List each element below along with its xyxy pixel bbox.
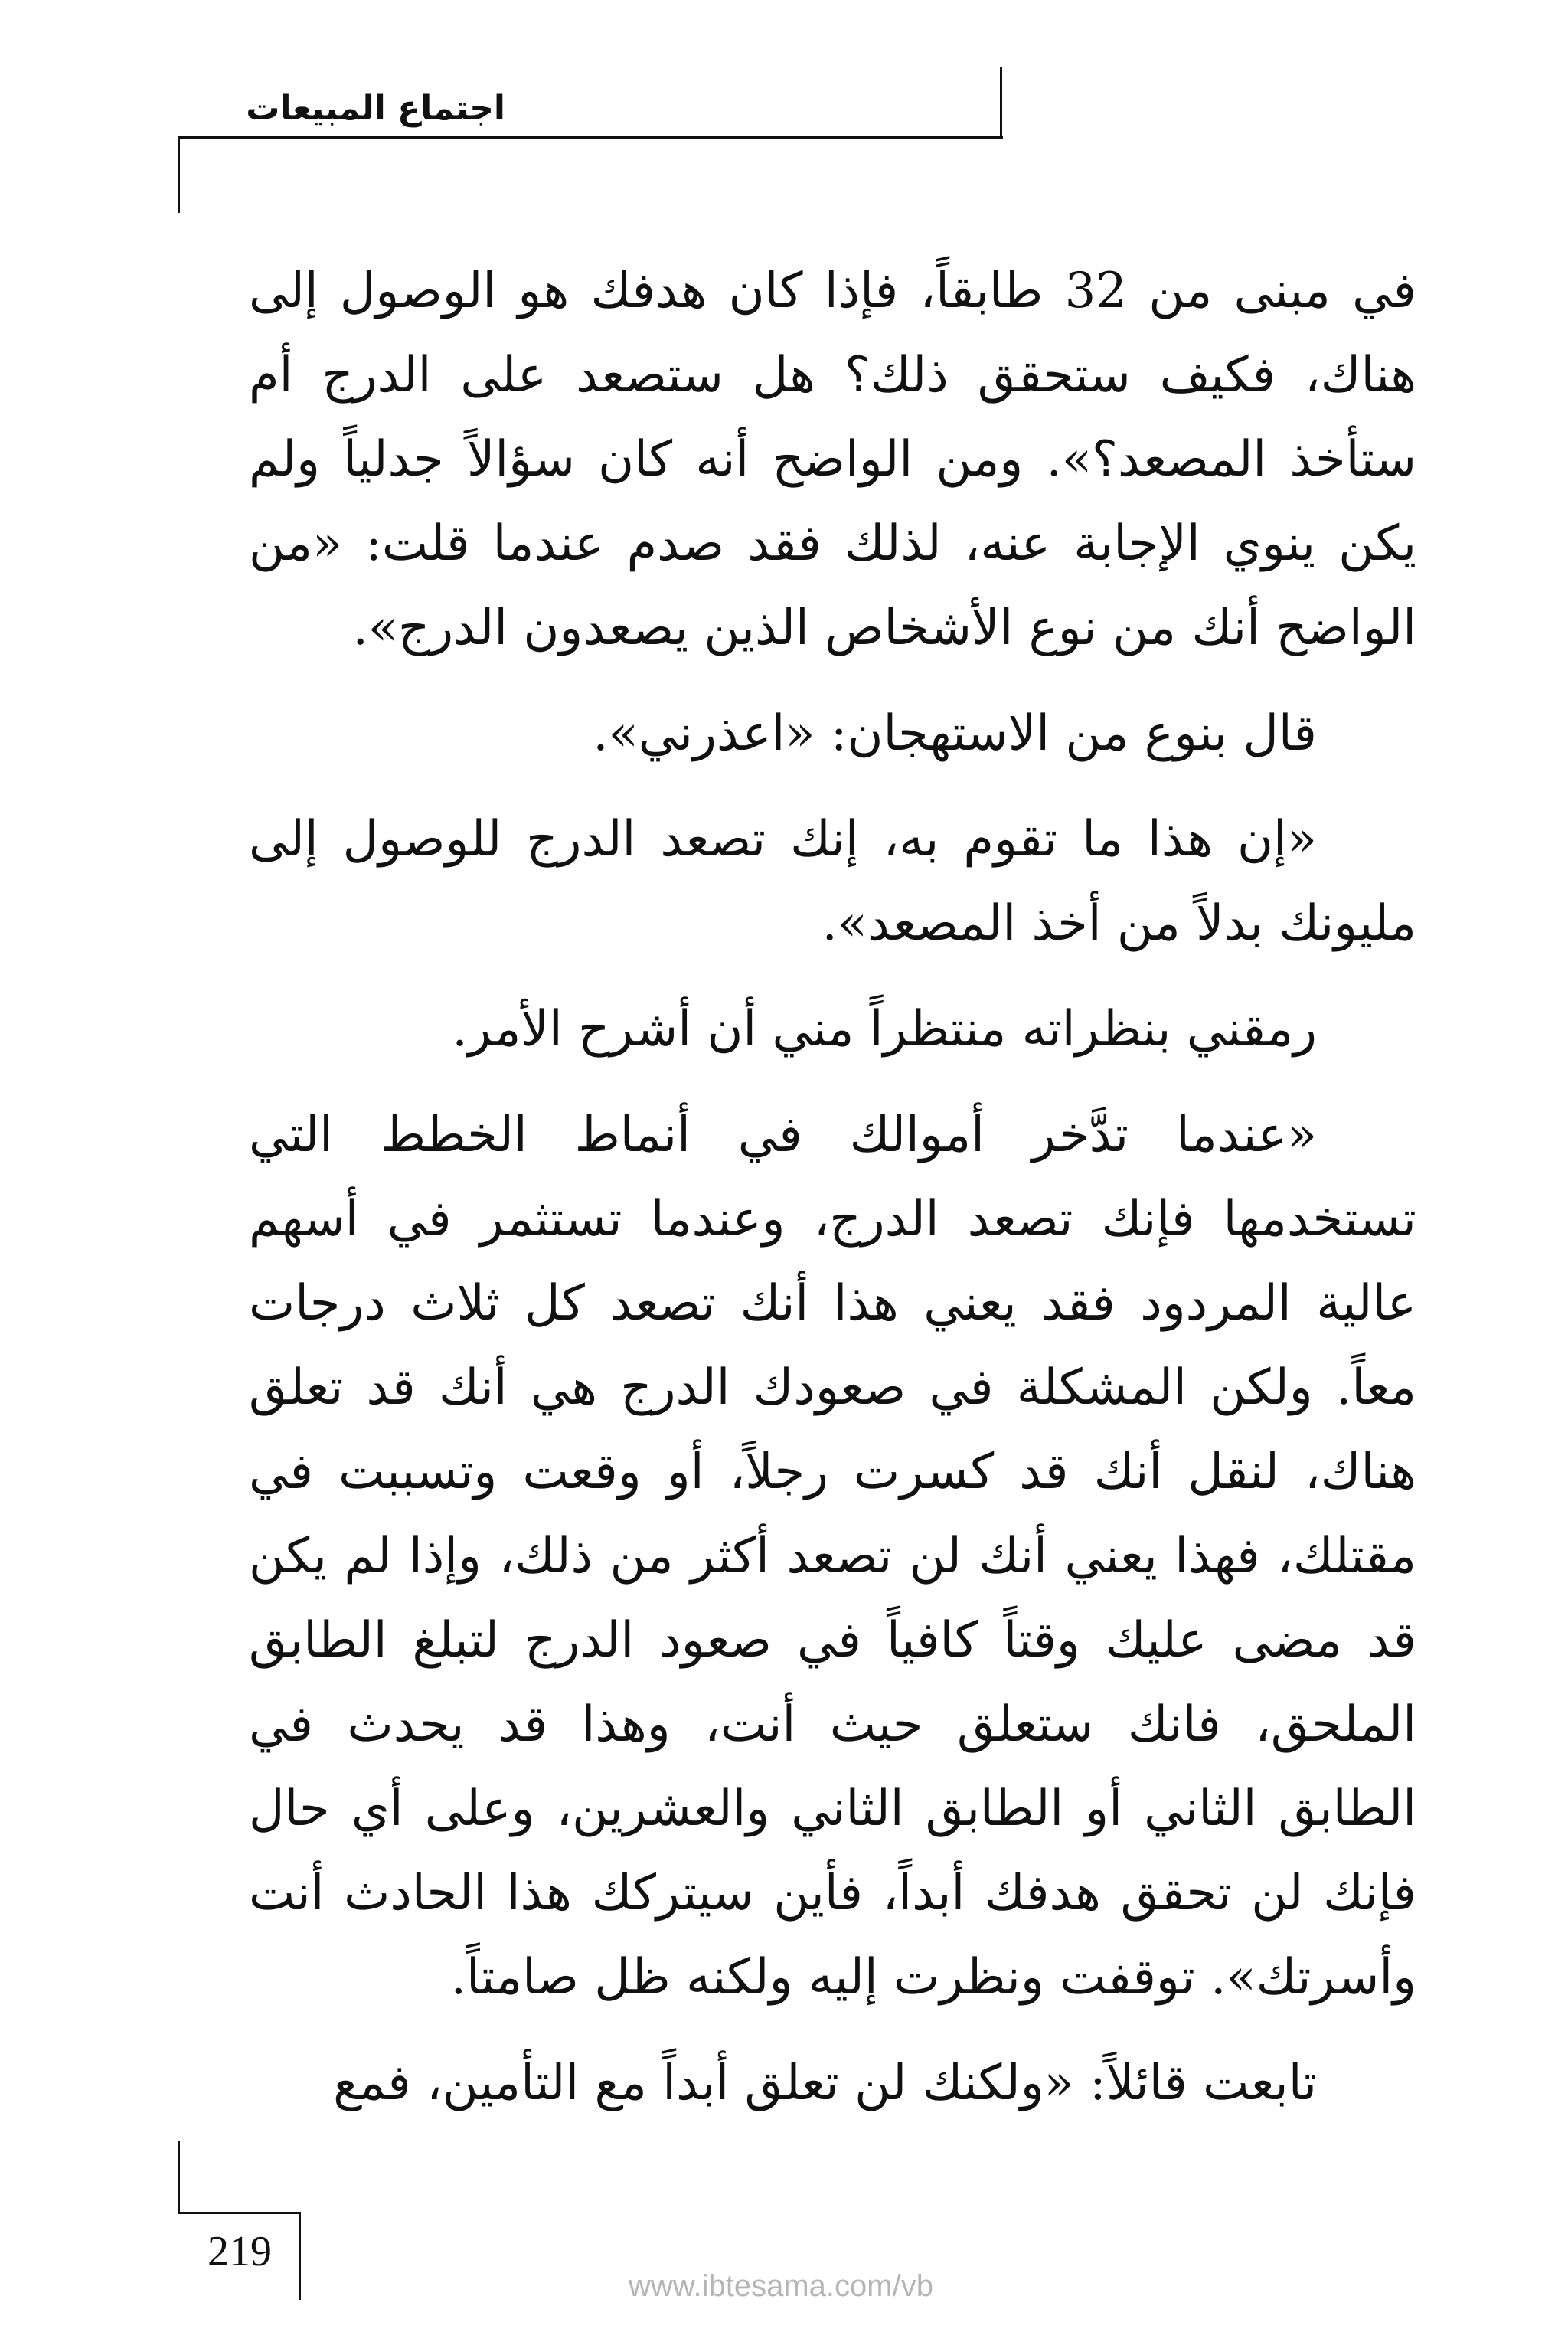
- paragraph-1: في مبنى من 32 طابقاً، فإذا كان هدفك هو الوصول إلى هناك، فكيف ستحقق ذلك؟ هل ستصعد على الدرج أم ستأخذ المصعد؟». ومن الواضح أنه كان سؤالاً جدلياً ولم يكن ينوي الإجابة عنه، لذلك فقد صدم عندما قلت: «من الواضح أنك من نوع الأشخاص الذين يصعدون الدرج».: [249, 263, 1417, 656]
- header-rule-vertical-right: [1000, 67, 1002, 138]
- paragraph-6: تابعت قائلاً: «ولكنك لن تعلق أبداً مع التأمين، فمع: [333, 2055, 1317, 2111]
- footer-rule-vertical-left: [178, 2141, 180, 2213]
- page-number: 219: [207, 2228, 272, 2275]
- paragraph-5: «عندما تدَّخر أموالك في أنماط الخطط التي تستخدمها فإنك تصعد الدرج، وعندما تستثمر في أسهم عالية المردود فقد يعني هذا أنك تصعد كل ثلاث درجات معاً. ولكن المشكلة في صعودك الدرج هي أنك قد تعلق هناك، لنقل أنك قد كسرت رجلاً، أو وقعت وتسببت في مقتلك، فهذا يعني أنك لن تصعد أكثر من ذلك، وإذا لم يكن قد مضى عليك وقتاً كافياً في صعود الدرج لتبلغ الطابق الملحق، فانك ستعلق حيث أنت، وهذا قد يحدث في الطابق الثاني أو الطابق الثاني والعشرين، وعلى أي حال فإنك لن تحقق هدفك أبداً، فأين سيتركك هذا الحادث أنت وأسرتك». توقفت ونظرت إليه ولكنه ظل صامتاً.: [249, 1107, 1416, 2006]
- page-body: [249, 249, 1416, 2147]
- header-rule-vertical-left: [178, 136, 180, 213]
- paragraph-2: قال بنوع من الاستهجان: «اعذرني».: [593, 705, 1317, 762]
- footer-rule-horizontal: [178, 2212, 300, 2214]
- paragraph-3: «إن هذا ما تقوم به، إنك تصعد الدرج للوصول إلى مليونك بدلاً من أخذ المصعد».: [249, 811, 1416, 952]
- footer-rule-vertical-right: [299, 2212, 301, 2300]
- watermark-url: www.ibtesama.com/vb: [629, 2269, 933, 2303]
- running-header-title: اجتماع المبيعات: [246, 89, 505, 128]
- paragraph-4: رمقني بنظراته منتظراً مني أن أشرح الأمر.: [452, 1001, 1317, 1058]
- header-rule-horizontal: [178, 136, 1003, 139]
